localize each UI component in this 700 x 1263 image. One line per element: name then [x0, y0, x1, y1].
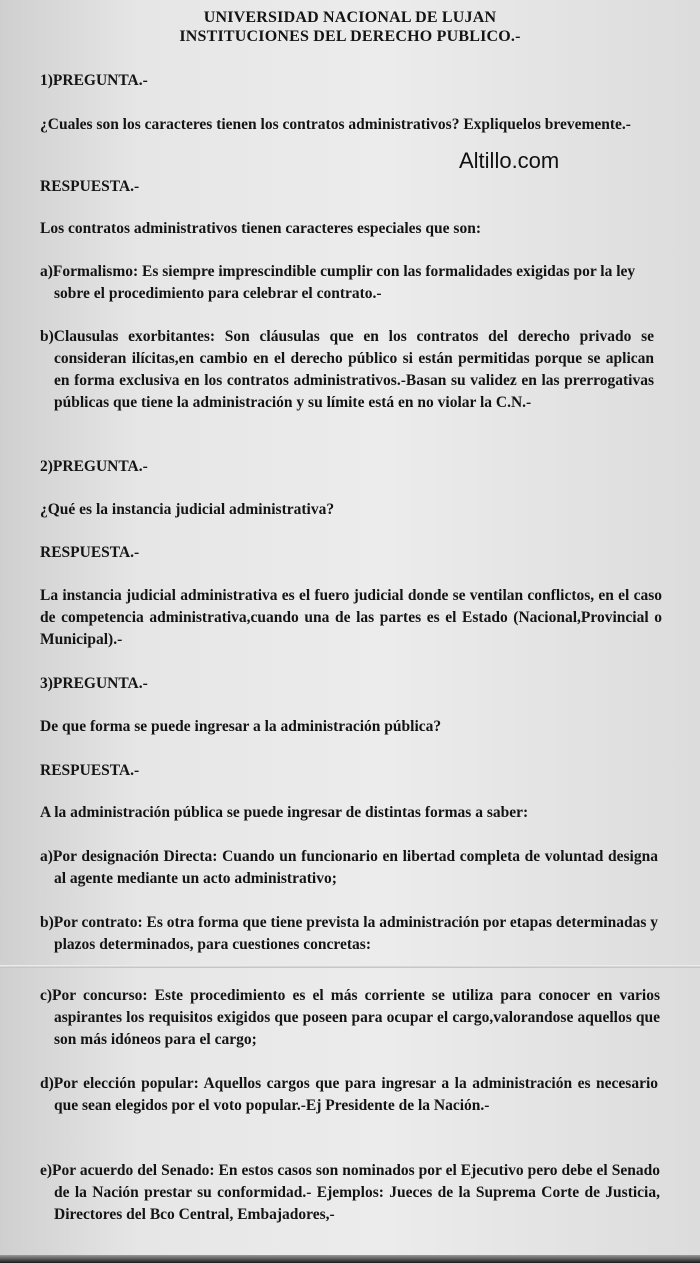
question-3-label: 3)PREGUNTA.-: [40, 675, 148, 692]
course-title: INSTITUCIONES DEL DERECHO PUBLICO.-: [179, 28, 521, 45]
answer-3-label: RESPUESTA.-: [40, 762, 140, 779]
question-2-text: ¿Qué es la instancia judicial administrativa?: [40, 501, 335, 518]
answer-3-item-c: c)Por concurso: Este procedimiento es el más corriente se utiliza para conocer en varios aspirantes los requisitos exigidos que poseen para ocupar el cargo,valorandose aquellos que son más idóneos para el cargo;: [40, 987, 660, 1048]
university-name: UNIVERSIDAD NACIONAL DE LUJAN: [203, 9, 497, 26]
answer-3-item-b: b)Por contrato: Es otra forma que tiene prevista la administración por etapas determinadas y plazos determinados, para cuestiones concretas:: [40, 914, 658, 953]
answer-2-text: La instancia judicial administrativa es el fuero judicial donde se ventilan conflictos, en el caso de competencia administrativa,cuando una de las partes es el Estado (Nacional,Provincial o Municipal).-: [40, 587, 662, 648]
answer-1-intro: Los contratos administrativos tienen caracteres especiales que son:: [40, 220, 481, 237]
question-1-text: ¿Cuales son los caracteres tienen los contratos administrativos? Expliquelos brevemente.-: [40, 116, 631, 133]
answer-3-intro: A la administración pública se puede ingresar de distintas formas a saber:: [40, 804, 529, 821]
answer-1-item-a: a)Formalismo: Es siempre imprescindible cumplir con las formalidades exigidas por la ley sobre el procedimiento para celebrar el contrato.-: [40, 263, 636, 302]
question-2-label: 2)PREGUNTA.-: [40, 458, 148, 475]
question-3-text: De que forma se puede ingresar a la administración pública?: [40, 718, 442, 735]
question-1-label: 1)PREGUNTA.-: [40, 72, 148, 89]
answer-3-item-a: a)Por designación Directa: Cuando un funcionario en libertad completa de voluntad designa al agente mediante un acto administrativo;: [40, 848, 658, 887]
document-header: [0, 8, 700, 46]
answer-1-item-b: b)Clausulas exorbitantes: Son cláusulas que en los contratos del derecho privado se consideran ilícitas,en cambio en el derecho público si están permitidas porque se aplican en forma exclusiva en los contratos administrativos.-Basan su validez en las prerrogativas públicas que tiene la administración y su límite está en no violar la C.N.-: [40, 328, 654, 411]
answer-3-item-e: e)Por acuerdo del Senado: En estos casos son nominados por el Ejecutivo pero debe el Senado de la Nación prestar su conformidad.- Ejemplos: Jueces de la Suprema Corte de Justicia, Directores del Bco Central, Embajadores,-: [40, 1162, 660, 1223]
scan-bottom-edge: [0, 1255, 700, 1263]
answer-2-label: RESPUESTA.-: [40, 544, 140, 561]
paper-fold: [0, 965, 700, 968]
answer-3-item-d: d)Por elección popular: Aquellos cargos que para ingresar a la administración es necesario que sean elegidos por el voto popular.-Ej Presidente de la Nación.-: [40, 1075, 658, 1114]
answer-1-label: RESPUESTA.-: [40, 178, 140, 195]
watermark: Altillo.com: [459, 148, 560, 173]
